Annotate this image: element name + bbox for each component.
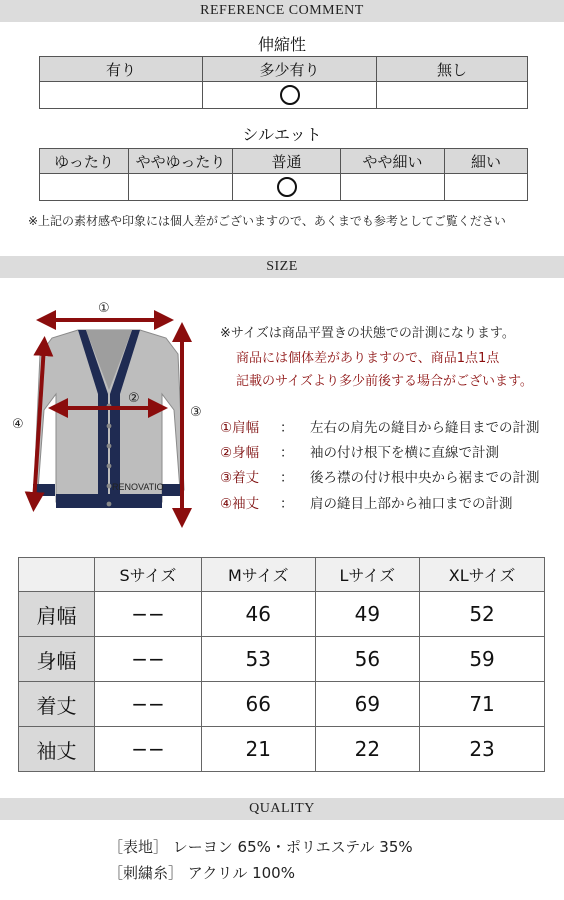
table-cell: 49 (315, 592, 420, 637)
selected-circle-icon (277, 177, 297, 197)
stretch-option: 有り (40, 57, 203, 82)
definition-colon: ： (280, 470, 294, 486)
definition-text: 肩の縫目上部から袖口までの計測 (310, 496, 513, 512)
table-cell: 69 (315, 682, 420, 727)
table-cell: 52 (420, 592, 545, 637)
silhouette-option: ややゆったり (129, 149, 233, 174)
quality-line: ［表地］ レーヨン 65%・ポリエステル 35% (108, 838, 413, 856)
table-cell: 21 (201, 727, 315, 772)
silhouette-cell (341, 174, 445, 201)
size-header-xl: XLサイズ (420, 558, 545, 592)
reference-comment-bar: REFERENCE COMMENT (0, 0, 564, 22)
definition-row (220, 492, 513, 512)
silhouette-option: 普通 (233, 149, 341, 174)
stretch-cell (40, 82, 203, 109)
silhouette-cell (40, 174, 129, 201)
marker-1: ① (98, 301, 110, 316)
silhouette-option: やや細い (341, 149, 445, 174)
cardigan-diagram (0, 290, 215, 530)
silhouette-table (39, 148, 528, 201)
size-note-1: ※サイズは商品平置きの状態での計測になります。 (220, 326, 515, 341)
row-label: 着丈 (19, 682, 95, 727)
marker-2: ② (128, 391, 140, 406)
stretch-option: 多少有り (203, 57, 377, 82)
marker-3: ③ (190, 405, 202, 420)
definition-row (220, 441, 499, 461)
definition-row (220, 466, 540, 486)
size-note-2: 商品には個体差がありますので、商品1点1点 (236, 351, 500, 366)
stretch-table (39, 56, 528, 109)
size-header-l: Lサイズ (315, 558, 420, 592)
table-cell: 66 (201, 682, 315, 727)
brand-tag: RENOVATIO (112, 482, 164, 492)
table-cell: 71 (420, 682, 545, 727)
definition-row (220, 416, 540, 436)
table-cell: 46 (201, 592, 315, 637)
size-header-s: Sサイズ (95, 558, 202, 592)
definition-text: 後ろ襟の付け根中央から裾までの計測 (310, 470, 540, 486)
definition-label: ④袖丈 (220, 496, 260, 512)
table-cell: −− (95, 592, 202, 637)
definition-text: 左右の肩先の縫目から縫目までの計測 (310, 420, 540, 436)
table-row (19, 637, 545, 682)
table-cell: −− (95, 682, 202, 727)
table-cell: 56 (315, 637, 420, 682)
table-row (19, 592, 545, 637)
quality-line: ［刺繍糸］ アクリル 100% (108, 864, 295, 882)
table-cell: 23 (420, 727, 545, 772)
row-label: 身幅 (19, 637, 95, 682)
size-header-m: Mサイズ (201, 558, 315, 592)
size-bar: SIZE (0, 256, 564, 278)
row-label: 袖丈 (19, 727, 95, 772)
silhouette-cell (129, 174, 233, 201)
quality-bar: QUALITY (0, 798, 564, 820)
table-row (19, 682, 545, 727)
silhouette-option: ゆったり (40, 149, 129, 174)
stretch-option: 無し (377, 57, 528, 82)
reference-note: ※上記の素材感や印象には個人差がございますので、あくまでも参考としてご覧ください (28, 214, 506, 228)
selected-circle-icon (280, 85, 300, 105)
definition-colon: ： (280, 420, 294, 436)
definition-text: 袖の付け根下を横に直線で計測 (310, 445, 499, 461)
stretch-title: 伸縮性 (257, 35, 306, 54)
definition-label: ②身幅 (220, 445, 260, 461)
size-table (18, 557, 545, 772)
silhouette-option: 細い (445, 149, 528, 174)
silhouette-cell-selected (233, 174, 341, 201)
marker-4: ④ (12, 417, 24, 432)
table-cell: −− (95, 727, 202, 772)
row-label: 肩幅 (19, 592, 95, 637)
size-table-corner (19, 558, 95, 592)
table-cell: −− (95, 637, 202, 682)
definition-label: ③着丈 (220, 470, 260, 486)
silhouette-cell (445, 174, 528, 201)
stretch-cell (377, 82, 528, 109)
silhouette-title: シルエット (242, 125, 322, 144)
definition-label: ①肩幅 (220, 420, 260, 436)
stretch-cell-selected (203, 82, 377, 109)
table-cell: 59 (420, 637, 545, 682)
definition-colon: ： (280, 496, 294, 512)
table-cell: 53 (201, 637, 315, 682)
table-row (19, 727, 545, 772)
definition-colon: ： (280, 445, 294, 461)
table-cell: 22 (315, 727, 420, 772)
size-note-3: 記載のサイズより多少前後する場合がございます。 (236, 374, 533, 389)
